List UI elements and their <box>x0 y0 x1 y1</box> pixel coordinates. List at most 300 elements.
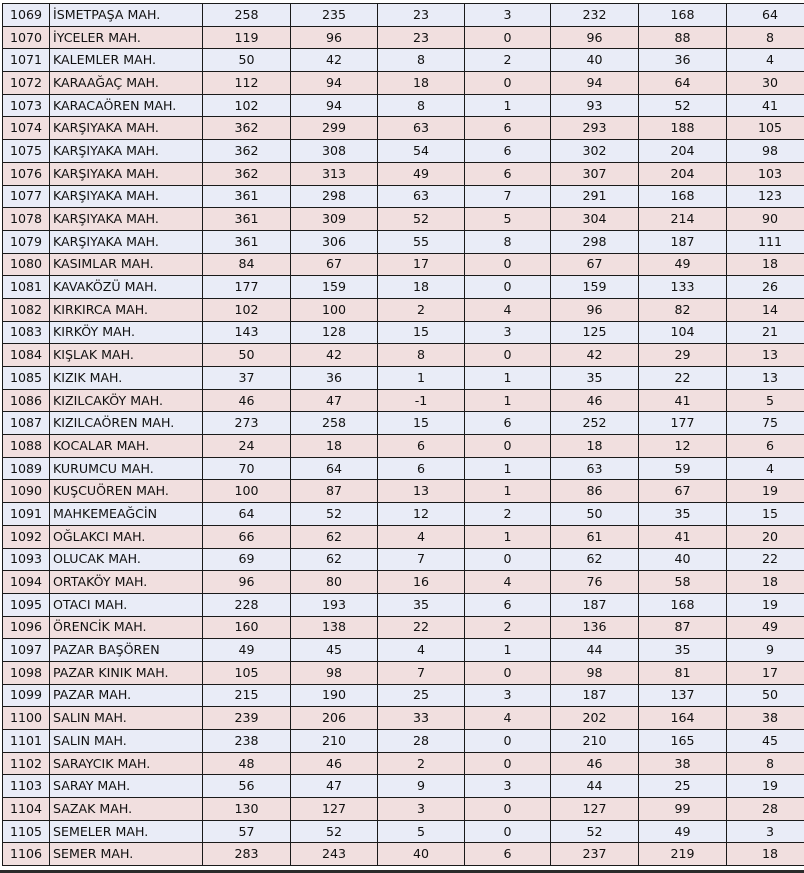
row-id-cell[interactable]: 1101 <box>3 730 50 753</box>
value-cell-col5[interactable]: 159 <box>551 276 639 299</box>
value-cell-col6[interactable]: 52 <box>639 94 727 117</box>
value-cell-col7[interactable]: 3 <box>727 820 804 843</box>
value-cell-col7[interactable]: 19 <box>727 480 804 503</box>
value-cell-col7[interactable]: 22 <box>727 548 804 571</box>
value-cell-col7[interactable]: 123 <box>727 185 804 208</box>
value-cell-col5[interactable]: 237 <box>551 843 639 866</box>
value-cell-col7[interactable]: 18 <box>727 843 804 866</box>
value-cell-col3[interactable]: 40 <box>378 843 465 866</box>
value-cell-col7[interactable]: 28 <box>727 798 804 821</box>
neighborhood-name-cell[interactable]: KASIMLAR MAH. <box>50 253 203 276</box>
value-cell-col5[interactable]: 187 <box>551 684 639 707</box>
value-cell-col5[interactable]: 46 <box>551 389 639 412</box>
value-cell-col3[interactable]: 1 <box>378 367 465 390</box>
value-cell-col2[interactable]: 18 <box>291 435 378 458</box>
value-cell-col1[interactable]: 50 <box>203 49 291 72</box>
value-cell-col6[interactable]: 64 <box>639 72 727 95</box>
value-cell-col5[interactable]: 40 <box>551 49 639 72</box>
value-cell-col3[interactable]: 22 <box>378 616 465 639</box>
value-cell-col7[interactable]: 26 <box>727 276 804 299</box>
value-cell-col4[interactable]: 4 <box>465 298 551 321</box>
value-cell-col2[interactable]: 298 <box>291 185 378 208</box>
value-cell-col2[interactable]: 206 <box>291 707 378 730</box>
value-cell-col7[interactable]: 8 <box>727 26 804 49</box>
value-cell-col1[interactable]: 56 <box>203 775 291 798</box>
value-cell-col7[interactable]: 15 <box>727 503 804 526</box>
value-cell-col3[interactable]: 4 <box>378 639 465 662</box>
row-id-cell[interactable]: 1070 <box>3 26 50 49</box>
row-id-cell[interactable]: 1102 <box>3 752 50 775</box>
value-cell-col2[interactable]: 309 <box>291 208 378 231</box>
value-cell-col7[interactable]: 98 <box>727 140 804 163</box>
row-id-cell[interactable]: 1078 <box>3 208 50 231</box>
value-cell-col7[interactable]: 20 <box>727 525 804 548</box>
value-cell-col5[interactable]: 98 <box>551 661 639 684</box>
value-cell-col3[interactable]: 13 <box>378 480 465 503</box>
value-cell-col1[interactable]: 273 <box>203 412 291 435</box>
value-cell-col1[interactable]: 66 <box>203 525 291 548</box>
value-cell-col6[interactable]: 104 <box>639 321 727 344</box>
row-id-cell[interactable]: 1095 <box>3 593 50 616</box>
neighborhood-name-cell[interactable]: KIRKÖY MAH. <box>50 321 203 344</box>
value-cell-col3[interactable]: 54 <box>378 140 465 163</box>
value-cell-col6[interactable]: 41 <box>639 389 727 412</box>
value-cell-col5[interactable]: 18 <box>551 435 639 458</box>
row-id-cell[interactable]: 1081 <box>3 276 50 299</box>
row-id-cell[interactable]: 1088 <box>3 435 50 458</box>
value-cell-col4[interactable]: 6 <box>465 162 551 185</box>
value-cell-col3[interactable]: 18 <box>378 276 465 299</box>
value-cell-col1[interactable]: 177 <box>203 276 291 299</box>
value-cell-col1[interactable]: 215 <box>203 684 291 707</box>
value-cell-col2[interactable]: 80 <box>291 571 378 594</box>
value-cell-col1[interactable]: 102 <box>203 94 291 117</box>
value-cell-col3[interactable]: 35 <box>378 593 465 616</box>
row-id-cell[interactable]: 1094 <box>3 571 50 594</box>
value-cell-col4[interactable]: 6 <box>465 843 551 866</box>
value-cell-col5[interactable]: 52 <box>551 820 639 843</box>
value-cell-col3[interactable]: 17 <box>378 253 465 276</box>
value-cell-col5[interactable]: 50 <box>551 503 639 526</box>
value-cell-col1[interactable]: 112 <box>203 72 291 95</box>
row-id-cell[interactable]: 1092 <box>3 525 50 548</box>
row-id-cell[interactable]: 1075 <box>3 140 50 163</box>
value-cell-col7[interactable]: 13 <box>727 344 804 367</box>
value-cell-col6[interactable]: 38 <box>639 752 727 775</box>
value-cell-col4[interactable]: 0 <box>465 72 551 95</box>
value-cell-col6[interactable]: 87 <box>639 616 727 639</box>
value-cell-col7[interactable]: 111 <box>727 230 804 253</box>
value-cell-col1[interactable]: 283 <box>203 843 291 866</box>
value-cell-col6[interactable]: 168 <box>639 185 727 208</box>
value-cell-col6[interactable]: 88 <box>639 26 727 49</box>
value-cell-col7[interactable]: 30 <box>727 72 804 95</box>
value-cell-col5[interactable]: 136 <box>551 616 639 639</box>
value-cell-col1[interactable]: 24 <box>203 435 291 458</box>
value-cell-col3[interactable]: 28 <box>378 730 465 753</box>
value-cell-col2[interactable]: 45 <box>291 639 378 662</box>
neighborhood-name-cell[interactable]: MAHKEMEAĞCİN <box>50 503 203 526</box>
value-cell-col3[interactable]: 6 <box>378 435 465 458</box>
neighborhood-name-cell[interactable]: KIRKIRCA MAH. <box>50 298 203 321</box>
value-cell-col7[interactable]: 4 <box>727 49 804 72</box>
value-cell-col2[interactable]: 313 <box>291 162 378 185</box>
value-cell-col6[interactable]: 214 <box>639 208 727 231</box>
value-cell-col3[interactable]: 25 <box>378 684 465 707</box>
value-cell-col7[interactable]: 38 <box>727 707 804 730</box>
value-cell-col4[interactable]: 3 <box>465 4 551 27</box>
value-cell-col2[interactable]: 42 <box>291 344 378 367</box>
neighborhood-name-cell[interactable]: İYCELER MAH. <box>50 26 203 49</box>
value-cell-col7[interactable]: 49 <box>727 616 804 639</box>
value-cell-col6[interactable]: 204 <box>639 162 727 185</box>
value-cell-col7[interactable]: 6 <box>727 435 804 458</box>
row-id-cell[interactable]: 1077 <box>3 185 50 208</box>
value-cell-col5[interactable]: 44 <box>551 639 639 662</box>
value-cell-col2[interactable]: 243 <box>291 843 378 866</box>
neighborhood-name-cell[interactable]: KIZIK MAH. <box>50 367 203 390</box>
value-cell-col3[interactable]: 8 <box>378 49 465 72</box>
value-cell-col6[interactable]: 133 <box>639 276 727 299</box>
value-cell-col3[interactable]: 63 <box>378 185 465 208</box>
value-cell-col3[interactable]: 7 <box>378 548 465 571</box>
value-cell-col5[interactable]: 96 <box>551 298 639 321</box>
value-cell-col5[interactable]: 125 <box>551 321 639 344</box>
neighborhood-name-cell[interactable]: ÖRENCİK MAH. <box>50 616 203 639</box>
row-id-cell[interactable]: 1100 <box>3 707 50 730</box>
value-cell-col2[interactable]: 94 <box>291 94 378 117</box>
value-cell-col7[interactable]: 18 <box>727 253 804 276</box>
value-cell-col2[interactable]: 210 <box>291 730 378 753</box>
value-cell-col6[interactable]: 188 <box>639 117 727 140</box>
neighborhood-name-cell[interactable]: SARAYCIK MAH. <box>50 752 203 775</box>
value-cell-col1[interactable]: 239 <box>203 707 291 730</box>
value-cell-col1[interactable]: 50 <box>203 344 291 367</box>
row-id-cell[interactable]: 1087 <box>3 412 50 435</box>
neighborhood-name-cell[interactable]: İSMETPAŞA MAH. <box>50 4 203 27</box>
row-id-cell[interactable]: 1091 <box>3 503 50 526</box>
value-cell-col7[interactable]: 5 <box>727 389 804 412</box>
value-cell-col5[interactable]: 252 <box>551 412 639 435</box>
value-cell-col4[interactable]: 0 <box>465 344 551 367</box>
value-cell-col4[interactable]: 2 <box>465 616 551 639</box>
neighborhood-name-cell[interactable]: KURUMCU MAH. <box>50 457 203 480</box>
value-cell-col5[interactable]: 298 <box>551 230 639 253</box>
neighborhood-name-cell[interactable]: KARŞIYAKA MAH. <box>50 208 203 231</box>
value-cell-col2[interactable]: 127 <box>291 798 378 821</box>
row-id-cell[interactable]: 1085 <box>3 367 50 390</box>
value-cell-col1[interactable]: 130 <box>203 798 291 821</box>
value-cell-col3[interactable]: 5 <box>378 820 465 843</box>
row-id-cell[interactable]: 1072 <box>3 72 50 95</box>
neighborhood-name-cell[interactable]: PAZAR BAŞÖREN <box>50 639 203 662</box>
value-cell-col2[interactable]: 235 <box>291 4 378 27</box>
neighborhood-name-cell[interactable]: KARŞIYAKA MAH. <box>50 117 203 140</box>
neighborhood-name-cell[interactable]: SALIN MAH. <box>50 707 203 730</box>
value-cell-col5[interactable]: 96 <box>551 26 639 49</box>
neighborhood-name-cell[interactable]: OTACI MAH. <box>50 593 203 616</box>
value-cell-col1[interactable]: 57 <box>203 820 291 843</box>
value-cell-col1[interactable]: 37 <box>203 367 291 390</box>
value-cell-col2[interactable]: 47 <box>291 775 378 798</box>
value-cell-col5[interactable]: 61 <box>551 525 639 548</box>
neighborhood-name-cell[interactable]: KARŞIYAKA MAH. <box>50 230 203 253</box>
neighborhood-name-cell[interactable]: KARŞIYAKA MAH. <box>50 162 203 185</box>
value-cell-col4[interactable]: 6 <box>465 412 551 435</box>
neighborhood-name-cell[interactable]: PAZAR KINIK MAH. <box>50 661 203 684</box>
row-id-cell[interactable]: 1080 <box>3 253 50 276</box>
value-cell-col4[interactable]: 5 <box>465 208 551 231</box>
value-cell-col5[interactable]: 293 <box>551 117 639 140</box>
value-cell-col7[interactable]: 41 <box>727 94 804 117</box>
value-cell-col2[interactable]: 87 <box>291 480 378 503</box>
value-cell-col4[interactable]: 4 <box>465 571 551 594</box>
value-cell-col1[interactable]: 361 <box>203 208 291 231</box>
value-cell-col2[interactable]: 308 <box>291 140 378 163</box>
row-id-cell[interactable]: 1069 <box>3 4 50 27</box>
neighborhood-name-cell[interactable]: KAVAKÖZÜ MAH. <box>50 276 203 299</box>
row-id-cell[interactable]: 1079 <box>3 230 50 253</box>
value-cell-col6[interactable]: 99 <box>639 798 727 821</box>
value-cell-col4[interactable]: 0 <box>465 730 551 753</box>
value-cell-col4[interactable]: 6 <box>465 593 551 616</box>
value-cell-col2[interactable]: 98 <box>291 661 378 684</box>
value-cell-col5[interactable]: 232 <box>551 4 639 27</box>
value-cell-col6[interactable]: 81 <box>639 661 727 684</box>
value-cell-col2[interactable]: 258 <box>291 412 378 435</box>
value-cell-col3[interactable]: -1 <box>378 389 465 412</box>
neighborhood-name-cell[interactable]: PAZAR MAH. <box>50 684 203 707</box>
value-cell-col2[interactable]: 64 <box>291 457 378 480</box>
value-cell-col1[interactable]: 70 <box>203 457 291 480</box>
value-cell-col4[interactable]: 6 <box>465 140 551 163</box>
value-cell-col5[interactable]: 42 <box>551 344 639 367</box>
value-cell-col6[interactable]: 49 <box>639 820 727 843</box>
value-cell-col7[interactable]: 19 <box>727 593 804 616</box>
value-cell-col3[interactable]: 15 <box>378 321 465 344</box>
value-cell-col6[interactable]: 204 <box>639 140 727 163</box>
value-cell-col7[interactable]: 105 <box>727 117 804 140</box>
value-cell-col5[interactable]: 94 <box>551 72 639 95</box>
row-id-cell[interactable]: 1073 <box>3 94 50 117</box>
value-cell-col3[interactable]: 2 <box>378 298 465 321</box>
row-id-cell[interactable]: 1098 <box>3 661 50 684</box>
value-cell-col4[interactable]: 3 <box>465 684 551 707</box>
neighborhood-name-cell[interactable]: KIŞLAK MAH. <box>50 344 203 367</box>
value-cell-col5[interactable]: 302 <box>551 140 639 163</box>
value-cell-col7[interactable]: 64 <box>727 4 804 27</box>
row-id-cell[interactable]: 1084 <box>3 344 50 367</box>
value-cell-col6[interactable]: 12 <box>639 435 727 458</box>
value-cell-col1[interactable]: 361 <box>203 230 291 253</box>
neighborhood-name-cell[interactable]: ORTAKÖY MAH. <box>50 571 203 594</box>
row-id-cell[interactable]: 1089 <box>3 457 50 480</box>
value-cell-col2[interactable]: 138 <box>291 616 378 639</box>
neighborhood-name-cell[interactable]: SEMER MAH. <box>50 843 203 866</box>
value-cell-col1[interactable]: 69 <box>203 548 291 571</box>
value-cell-col7[interactable]: 19 <box>727 775 804 798</box>
neighborhood-name-cell[interactable]: KALEMLER MAH. <box>50 49 203 72</box>
neighborhood-name-cell[interactable]: OĞLAKCI MAH. <box>50 525 203 548</box>
row-id-cell[interactable]: 1076 <box>3 162 50 185</box>
value-cell-col2[interactable]: 299 <box>291 117 378 140</box>
value-cell-col6[interactable]: 49 <box>639 253 727 276</box>
neighborhood-name-cell[interactable]: SARAY MAH. <box>50 775 203 798</box>
value-cell-col3[interactable]: 18 <box>378 72 465 95</box>
neighborhood-name-cell[interactable]: KARŞIYAKA MAH. <box>50 140 203 163</box>
neighborhood-name-cell[interactable]: KIZILCAKÖY MAH. <box>50 389 203 412</box>
value-cell-col4[interactable]: 0 <box>465 253 551 276</box>
value-cell-col5[interactable]: 187 <box>551 593 639 616</box>
value-cell-col6[interactable]: 25 <box>639 775 727 798</box>
value-cell-col3[interactable]: 33 <box>378 707 465 730</box>
value-cell-col7[interactable]: 50 <box>727 684 804 707</box>
value-cell-col7[interactable]: 103 <box>727 162 804 185</box>
value-cell-col4[interactable]: 1 <box>465 457 551 480</box>
value-cell-col4[interactable]: 0 <box>465 435 551 458</box>
value-cell-col4[interactable]: 0 <box>465 798 551 821</box>
value-cell-col4[interactable]: 1 <box>465 389 551 412</box>
neighborhood-name-cell[interactable]: KOCALAR MAH. <box>50 435 203 458</box>
value-cell-col7[interactable]: 14 <box>727 298 804 321</box>
value-cell-col2[interactable]: 62 <box>291 548 378 571</box>
value-cell-col4[interactable]: 6 <box>465 117 551 140</box>
value-cell-col4[interactable]: 0 <box>465 820 551 843</box>
value-cell-col5[interactable]: 210 <box>551 730 639 753</box>
value-cell-col6[interactable]: 40 <box>639 548 727 571</box>
value-cell-col2[interactable]: 193 <box>291 593 378 616</box>
value-cell-col2[interactable]: 159 <box>291 276 378 299</box>
value-cell-col4[interactable]: 1 <box>465 480 551 503</box>
value-cell-col2[interactable]: 46 <box>291 752 378 775</box>
value-cell-col6[interactable]: 36 <box>639 49 727 72</box>
value-cell-col2[interactable]: 67 <box>291 253 378 276</box>
value-cell-col2[interactable]: 52 <box>291 503 378 526</box>
value-cell-col1[interactable]: 100 <box>203 480 291 503</box>
value-cell-col4[interactable]: 0 <box>465 752 551 775</box>
value-cell-col3[interactable]: 12 <box>378 503 465 526</box>
value-cell-col3[interactable]: 52 <box>378 208 465 231</box>
value-cell-col1[interactable]: 96 <box>203 571 291 594</box>
value-cell-col5[interactable]: 202 <box>551 707 639 730</box>
neighborhood-name-cell[interactable]: KARŞIYAKA MAH. <box>50 185 203 208</box>
value-cell-col5[interactable]: 44 <box>551 775 639 798</box>
value-cell-col1[interactable]: 238 <box>203 730 291 753</box>
row-id-cell[interactable]: 1106 <box>3 843 50 866</box>
value-cell-col7[interactable]: 18 <box>727 571 804 594</box>
value-cell-col3[interactable]: 55 <box>378 230 465 253</box>
value-cell-col2[interactable]: 62 <box>291 525 378 548</box>
value-cell-col2[interactable]: 100 <box>291 298 378 321</box>
value-cell-col2[interactable]: 36 <box>291 367 378 390</box>
value-cell-col3[interactable]: 49 <box>378 162 465 185</box>
value-cell-col2[interactable]: 52 <box>291 820 378 843</box>
neighborhood-name-cell[interactable]: KUŞCUÖREN MAH. <box>50 480 203 503</box>
value-cell-col4[interactable]: 0 <box>465 26 551 49</box>
value-cell-col1[interactable]: 258 <box>203 4 291 27</box>
row-id-cell[interactable]: 1096 <box>3 616 50 639</box>
value-cell-col2[interactable]: 190 <box>291 684 378 707</box>
value-cell-col6[interactable]: 137 <box>639 684 727 707</box>
value-cell-col3[interactable]: 2 <box>378 752 465 775</box>
value-cell-col5[interactable]: 291 <box>551 185 639 208</box>
value-cell-col6[interactable]: 35 <box>639 639 727 662</box>
value-cell-col6[interactable]: 22 <box>639 367 727 390</box>
value-cell-col4[interactable]: 7 <box>465 185 551 208</box>
value-cell-col4[interactable]: 3 <box>465 775 551 798</box>
value-cell-col4[interactable]: 0 <box>465 276 551 299</box>
value-cell-col3[interactable]: 6 <box>378 457 465 480</box>
value-cell-col6[interactable]: 59 <box>639 457 727 480</box>
value-cell-col6[interactable]: 35 <box>639 503 727 526</box>
value-cell-col2[interactable]: 47 <box>291 389 378 412</box>
value-cell-col5[interactable]: 35 <box>551 367 639 390</box>
value-cell-col3[interactable]: 7 <box>378 661 465 684</box>
neighborhood-name-cell[interactable]: OLUCAK MAH. <box>50 548 203 571</box>
value-cell-col7[interactable]: 9 <box>727 639 804 662</box>
value-cell-col1[interactable]: 362 <box>203 162 291 185</box>
row-id-cell[interactable]: 1103 <box>3 775 50 798</box>
value-cell-col4[interactable]: 1 <box>465 367 551 390</box>
row-id-cell[interactable]: 1086 <box>3 389 50 412</box>
row-id-cell[interactable]: 1105 <box>3 820 50 843</box>
value-cell-col2[interactable]: 94 <box>291 72 378 95</box>
value-cell-col5[interactable]: 86 <box>551 480 639 503</box>
value-cell-col6[interactable]: 29 <box>639 344 727 367</box>
row-id-cell[interactable]: 1097 <box>3 639 50 662</box>
value-cell-col1[interactable]: 361 <box>203 185 291 208</box>
row-id-cell[interactable]: 1074 <box>3 117 50 140</box>
value-cell-col7[interactable]: 90 <box>727 208 804 231</box>
neighborhood-name-cell[interactable]: KIZILCAÖREN MAH. <box>50 412 203 435</box>
value-cell-col2[interactable]: 42 <box>291 49 378 72</box>
value-cell-col6[interactable]: 58 <box>639 571 727 594</box>
value-cell-col6[interactable]: 168 <box>639 4 727 27</box>
value-cell-col6[interactable]: 164 <box>639 707 727 730</box>
value-cell-col3[interactable]: 8 <box>378 94 465 117</box>
value-cell-col1[interactable]: 160 <box>203 616 291 639</box>
row-id-cell[interactable]: 1099 <box>3 684 50 707</box>
value-cell-col5[interactable]: 67 <box>551 253 639 276</box>
row-id-cell[interactable]: 1090 <box>3 480 50 503</box>
value-cell-col1[interactable]: 105 <box>203 661 291 684</box>
value-cell-col1[interactable]: 48 <box>203 752 291 775</box>
value-cell-col1[interactable]: 46 <box>203 389 291 412</box>
value-cell-col4[interactable]: 2 <box>465 503 551 526</box>
value-cell-col5[interactable]: 304 <box>551 208 639 231</box>
value-cell-col6[interactable]: 177 <box>639 412 727 435</box>
value-cell-col3[interactable]: 4 <box>378 525 465 548</box>
value-cell-col1[interactable]: 362 <box>203 140 291 163</box>
value-cell-col5[interactable]: 63 <box>551 457 639 480</box>
value-cell-col7[interactable]: 45 <box>727 730 804 753</box>
value-cell-col2[interactable]: 128 <box>291 321 378 344</box>
neighborhood-name-cell[interactable]: SEMELER MAH. <box>50 820 203 843</box>
value-cell-col3[interactable]: 9 <box>378 775 465 798</box>
neighborhood-name-cell[interactable]: KARAAĞAÇ MAH. <box>50 72 203 95</box>
neighborhood-name-cell[interactable]: SALIN MAH. <box>50 730 203 753</box>
value-cell-col3[interactable]: 63 <box>378 117 465 140</box>
value-cell-col6[interactable]: 187 <box>639 230 727 253</box>
row-id-cell[interactable]: 1082 <box>3 298 50 321</box>
value-cell-col6[interactable]: 219 <box>639 843 727 866</box>
value-cell-col3[interactable]: 8 <box>378 344 465 367</box>
value-cell-col2[interactable]: 306 <box>291 230 378 253</box>
value-cell-col1[interactable]: 362 <box>203 117 291 140</box>
value-cell-col4[interactable]: 1 <box>465 639 551 662</box>
value-cell-col2[interactable]: 96 <box>291 26 378 49</box>
value-cell-col3[interactable]: 16 <box>378 571 465 594</box>
